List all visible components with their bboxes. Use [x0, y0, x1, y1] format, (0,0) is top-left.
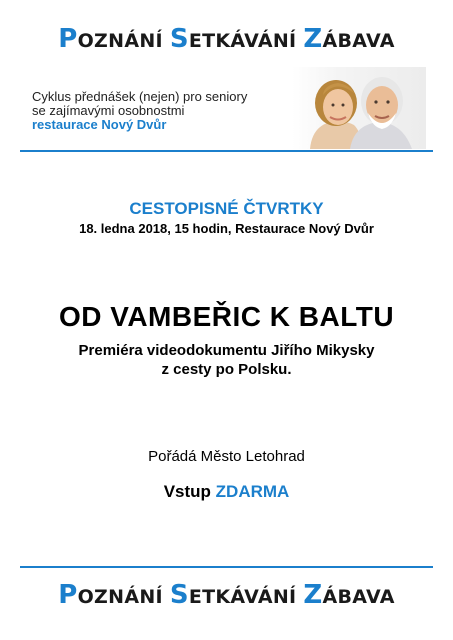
entry-value: ZDARMA	[215, 482, 290, 501]
event-title: OD VAMBEŘIC K BALTU	[58, 301, 395, 332]
series-intro	[32, 90, 247, 132]
event-dateline: 18. ledna 2018, 15 hodin, Restaurace Nový Dvůr	[79, 221, 374, 236]
event-subtitle-line: z cesty po Polsku.	[161, 361, 292, 378]
event-subtitle-line: Premiéra videodokumentu Jiřího Mikysky	[78, 342, 375, 359]
header-divider	[20, 150, 433, 152]
brand-word: ZÁBAVA	[303, 24, 395, 54]
footer-divider	[20, 566, 433, 568]
entry-label: Vstup	[163, 482, 211, 501]
brand-word: POZNÁNÍ	[58, 580, 163, 610]
brand-word: SETKÁVÁNÍ	[169, 580, 297, 610]
series-title: CESTOPISNÉ ČTVRTKY	[129, 199, 324, 218]
brand-heading-top	[0, 24, 453, 54]
brand-word: SETKÁVÁNÍ	[169, 24, 297, 54]
senior-couple-photo	[292, 67, 426, 149]
brand-word: POZNÁNÍ	[58, 24, 163, 54]
entry-info	[0, 482, 453, 502]
intro-line: se zajímavými osobnostmi	[32, 103, 185, 118]
intro-line: Cyklus přednášek (nejen) pro seniory	[32, 89, 248, 104]
brand-heading-bottom	[0, 580, 453, 610]
event-organizer: Pořádá Město Letohrad	[148, 448, 305, 465]
brand-word: ZÁBAVA	[303, 580, 395, 610]
intro-venue: restaurace Nový Dvůr	[32, 117, 167, 132]
